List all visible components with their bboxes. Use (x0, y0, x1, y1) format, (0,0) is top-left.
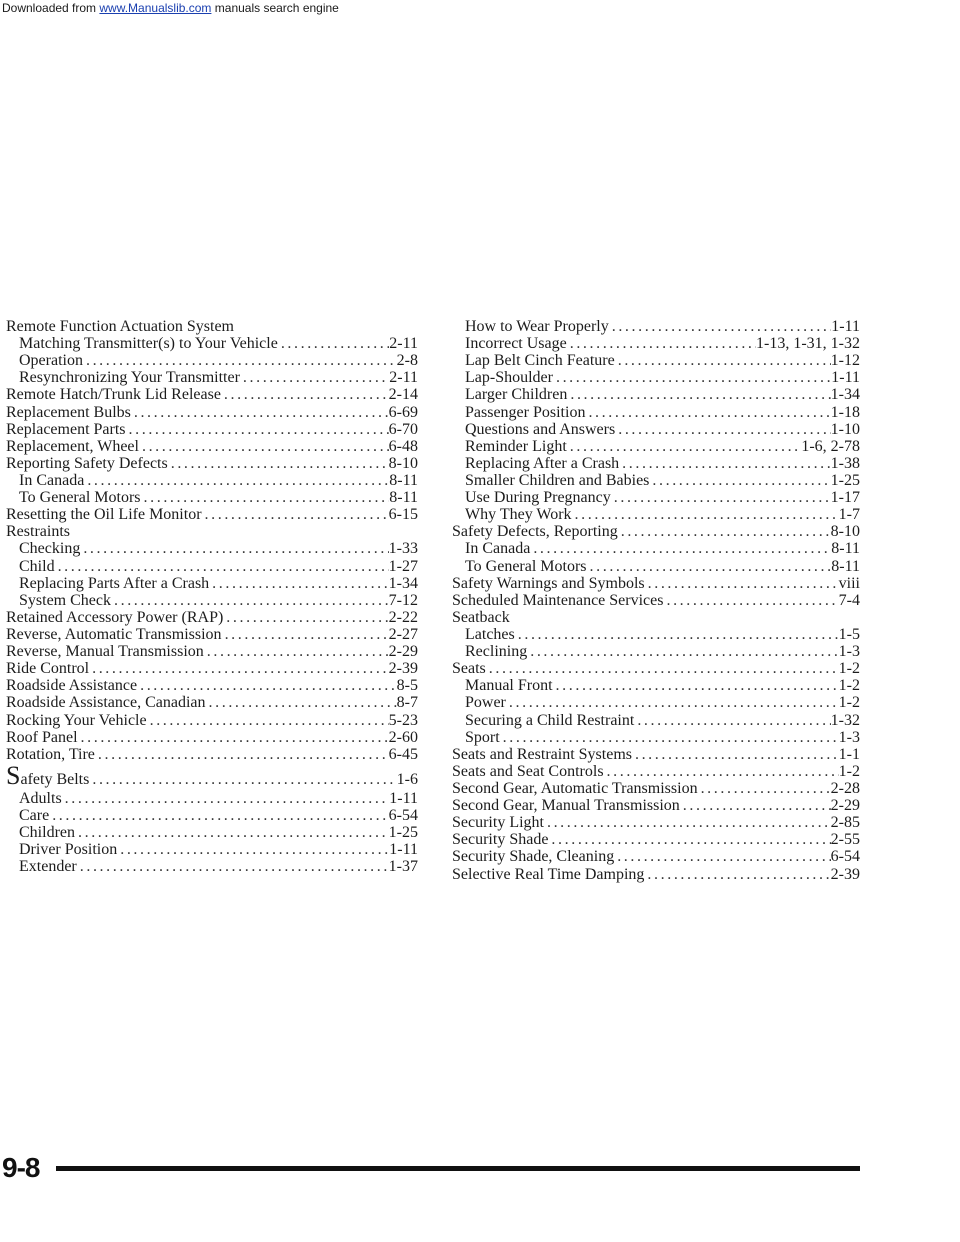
index-entry (452, 592, 860, 609)
page-reference: 8-5 (396, 677, 418, 695)
index-entry (452, 626, 860, 643)
dot-leader (117, 841, 389, 858)
index-term: Replacement Bulbs (6, 403, 131, 421)
page-reference: 2-8 (396, 352, 418, 370)
index-entry (6, 592, 418, 609)
footer-rule (56, 1166, 860, 1171)
index-term: Reporting Safety Defects (6, 454, 168, 472)
index-entry (452, 523, 860, 540)
index-term: Rocking Your Vehicle (6, 711, 147, 729)
page-reference: 8-11 (831, 540, 860, 558)
index-term: Second Gear, Automatic Transmission (452, 779, 698, 797)
index-entry (452, 660, 860, 677)
index-term: Safety Warnings and Symbols (452, 574, 645, 592)
header-prefix: Downloaded from (2, 1, 100, 15)
page-reference: 1-2 (838, 660, 860, 678)
index-entry (452, 729, 860, 746)
page-reference: 1-11 (831, 369, 860, 387)
index-term: Resynchronizing Your Transmitter (19, 369, 240, 387)
index-term: Replacement, Wheel (6, 437, 139, 455)
index-entry (6, 858, 418, 875)
page-reference: 1-12 (830, 352, 860, 370)
index-entry (6, 472, 418, 489)
index-entry (6, 540, 418, 557)
index-entry (452, 643, 860, 660)
dot-leader (515, 626, 839, 643)
dot-leader (95, 746, 389, 763)
dot-leader (611, 489, 831, 506)
page-reference: 1-13, 1-31, 1-32 (756, 335, 860, 353)
index-term: Lap-Shoulder (465, 369, 553, 387)
page-reference: 2-11 (389, 369, 418, 387)
page-reference: 2-11 (389, 335, 418, 353)
page-reference: 8-7 (396, 694, 418, 712)
index-entry (6, 824, 418, 841)
dot-leader (137, 677, 397, 694)
page-reference: 1-2 (838, 694, 860, 712)
index-entry (452, 746, 860, 763)
dot-leader (89, 660, 389, 677)
dot-leader (680, 797, 831, 814)
page-reference: 1-2 (838, 762, 860, 780)
index-term: Reminder Light (465, 437, 567, 455)
index-entry (6, 807, 418, 824)
dot-leader (84, 472, 389, 489)
dot-leader (221, 386, 389, 403)
index-entry (6, 489, 418, 506)
dot-leader (644, 866, 830, 883)
dot-leader (486, 660, 839, 677)
index-entry (6, 746, 418, 763)
page-reference: 7-4 (838, 591, 860, 609)
dot-leader (223, 609, 388, 626)
page-reference: 5-23 (388, 711, 418, 729)
index-term: Remote Hatch/Trunk Lid Release (6, 386, 221, 404)
dot-leader (141, 489, 390, 506)
index-term: Extender (19, 858, 77, 876)
index-entry (6, 694, 418, 711)
index-term: Questions and Answers (465, 420, 616, 438)
index-entry (452, 694, 860, 711)
index-term: Power (465, 694, 506, 712)
page-reference: 1-17 (830, 489, 860, 507)
dot-leader (609, 318, 832, 335)
index-term (6, 760, 90, 790)
dot-leader (632, 746, 839, 763)
index-term: Roadside Assistance, Canadian (6, 694, 206, 712)
index-entry (6, 438, 418, 455)
index-term: How to Wear Properly (465, 318, 609, 335)
manualslib-link[interactable]: www.Manualslib.com (99, 1, 212, 15)
index-term: In Canada (19, 471, 85, 489)
page-reference: 2-55 (830, 831, 860, 849)
dot-leader (604, 763, 839, 780)
dot-leader (131, 404, 389, 421)
index-entry (452, 763, 860, 780)
dot-leader (527, 643, 838, 660)
index-entry (6, 318, 418, 335)
index-term: Smaller Children and Babies (465, 471, 650, 489)
index-term: Children (19, 824, 75, 842)
page-reference: 1-37 (388, 858, 418, 876)
index-term: Checking (19, 540, 81, 558)
index-term: Resetting the Oil Life Monitor (6, 506, 202, 524)
page-reference: 8-10 (388, 454, 418, 472)
page-reference: 8-10 (830, 523, 860, 541)
index-term: Security Shade, Cleaning (452, 848, 615, 866)
index-entry (452, 540, 860, 557)
index-term: Retained Accessory Power (RAP) (6, 608, 224, 626)
index-term: Seats and Restraint Systems (452, 745, 632, 763)
dot-leader (111, 592, 389, 609)
index-entry (6, 506, 418, 523)
index-term: Rotation, Tire (6, 745, 95, 763)
dot-leader (587, 558, 832, 575)
index-entry (452, 489, 860, 506)
dot-leader (147, 712, 389, 729)
download-header (0, 0, 339, 18)
dot-leader (634, 712, 830, 729)
index-entry (452, 866, 860, 883)
page-reference: 2-28 (830, 779, 860, 797)
page-reference: 1-1 (838, 745, 860, 763)
page-reference: 1-3 (838, 643, 860, 661)
page-reference: 1-5 (838, 625, 860, 643)
page-reference: 1-11 (831, 318, 860, 335)
index-entry (452, 831, 860, 848)
index-entry (6, 352, 418, 369)
index-term: Lap Belt Cinch Feature (465, 352, 615, 370)
dot-leader (49, 807, 388, 824)
dot-leader (222, 626, 389, 643)
page-reference: 1-6 (396, 770, 418, 788)
page-reference: 6-48 (388, 437, 418, 455)
page-reference: 1-34 (830, 386, 860, 404)
index-term: Care (19, 806, 50, 824)
index-entry (6, 677, 418, 694)
page-reference: 8-11 (831, 557, 860, 575)
index-term: Use During Pregnancy (465, 489, 611, 507)
index-term: Seats and Seat Controls (452, 762, 604, 780)
page-reference: 2-85 (830, 814, 860, 832)
page-reference: 1-34 (388, 574, 418, 592)
header-suffix: manuals search engine (211, 1, 339, 15)
page-reference: 6-54 (830, 848, 860, 866)
index-term: Seats (452, 660, 486, 678)
index-entry (452, 558, 860, 575)
dot-leader (585, 404, 830, 421)
index-term: Larger Children (465, 386, 568, 404)
index-term: Sport (465, 728, 500, 746)
page-reference: 1-6, 2-78 (801, 437, 860, 455)
index-term: Replacing Parts After a Crash (19, 574, 210, 592)
dot-leader (89, 771, 396, 788)
index-entry (452, 404, 860, 421)
page-reference: 1-10 (830, 420, 860, 438)
index-term: In Canada (465, 540, 531, 558)
index-term: Reverse, Manual Transmission (6, 643, 204, 661)
index-term: Latches (465, 625, 515, 643)
page-reference: 1-11 (389, 841, 418, 859)
index-term: Securing a Child Restraint (465, 711, 635, 729)
dot-leader (645, 575, 839, 592)
index-term: Reclining (465, 643, 528, 661)
index-entry (6, 575, 418, 592)
index-entry (6, 455, 418, 472)
page-reference: 2-22 (388, 608, 418, 626)
page-reference: 2-39 (388, 660, 418, 678)
index-term: Child (19, 557, 55, 575)
index-term: Seatback (452, 608, 510, 626)
dot-leader (506, 694, 839, 711)
dot-leader (663, 592, 838, 609)
index-column-right (452, 318, 860, 883)
index-entry (6, 712, 418, 729)
dot-leader (619, 455, 831, 472)
index-entry (6, 790, 418, 807)
index-term-rest: afety Belts (20, 770, 90, 788)
index-term: Security Shade (452, 831, 549, 849)
index-entry (452, 712, 860, 729)
dot-leader (204, 643, 389, 660)
dot-leader (614, 848, 830, 865)
index-entry (452, 848, 860, 865)
index-entry (452, 609, 860, 626)
index-term: Manual Front (465, 677, 553, 695)
dot-leader (615, 352, 831, 369)
page-reference: 2-60 (388, 728, 418, 746)
index-entry (452, 335, 860, 352)
page-reference: 1-25 (830, 471, 860, 489)
index-entry (6, 369, 418, 386)
dot-leader (572, 506, 839, 523)
page-reference: 2-29 (830, 797, 860, 815)
dot-leader (126, 421, 389, 438)
dot-leader (202, 506, 389, 523)
page-reference: 6-54 (388, 806, 418, 824)
index-term: System Check (19, 591, 111, 609)
index-term: Adults (19, 789, 62, 807)
index-term: Replacement Parts (6, 420, 126, 438)
index-entry (6, 523, 418, 540)
index-entry (452, 575, 860, 592)
index-term: Incorrect Usage (465, 335, 567, 353)
index-entry (452, 814, 860, 831)
page-reference: 6-70 (388, 420, 418, 438)
index-entry (452, 472, 860, 489)
dot-leader (553, 369, 831, 386)
dot-leader (168, 455, 389, 472)
dot-leader (75, 824, 389, 841)
index-entry (6, 643, 418, 660)
page-reference: 1-33 (388, 540, 418, 558)
page-reference: 1-27 (388, 557, 418, 575)
index-entry (6, 609, 418, 626)
index-entry (6, 404, 418, 421)
dot-leader (209, 575, 389, 592)
page-reference: 1-32 (830, 711, 860, 729)
index-entry (6, 760, 418, 790)
index-entry (452, 780, 860, 797)
page-reference: 1-38 (830, 454, 860, 472)
dot-leader (240, 369, 389, 386)
dot-leader (567, 335, 756, 352)
dot-leader (567, 438, 802, 455)
dot-leader (618, 523, 831, 540)
index-term: Roadside Assistance (6, 677, 138, 695)
index-entry (6, 626, 418, 643)
page-reference: 1-18 (830, 403, 860, 421)
index-entry (6, 558, 418, 575)
index-entry (452, 797, 860, 814)
dot-leader (530, 540, 831, 557)
index-entry (452, 506, 860, 523)
index-term: Security Light (452, 814, 544, 832)
page-reference: 2-14 (388, 386, 418, 404)
dot-leader (278, 335, 389, 352)
page-reference: 6-69 (388, 403, 418, 421)
dot-leader (553, 677, 839, 694)
index-entry (6, 729, 418, 746)
index-term: To General Motors (19, 489, 141, 507)
page-reference: 6-15 (388, 506, 418, 524)
dot-leader (548, 831, 830, 848)
index-entry (452, 352, 860, 369)
page-reference: 1-11 (389, 789, 418, 807)
page-reference: viii (838, 574, 860, 592)
index-term: Matching Transmitter(s) to Your Vehicle (19, 335, 278, 353)
index-entry (6, 660, 418, 677)
dot-leader (206, 694, 397, 711)
index-term: Remote Function Actuation System (6, 318, 234, 335)
index-entry (452, 386, 860, 403)
index-column-left (6, 318, 418, 875)
dot-leader (615, 421, 830, 438)
page-reference: 7-12 (388, 591, 418, 609)
dot-leader (500, 729, 839, 746)
page-reference: 6-45 (388, 745, 418, 763)
dot-leader (698, 780, 831, 797)
index-term: Second Gear, Manual Transmission (452, 797, 680, 815)
page-reference: 1-7 (838, 506, 860, 524)
index-entry (452, 677, 860, 694)
index-entry (452, 369, 860, 386)
index-term: Replacing After a Crash (465, 454, 620, 472)
section-letter: S (6, 760, 21, 790)
index-entry (452, 455, 860, 472)
page-reference: 8-11 (389, 471, 418, 489)
dot-leader (544, 814, 831, 831)
page-reference: 1-25 (388, 824, 418, 842)
page-number: 9-8 (2, 1152, 40, 1183)
index-entry (452, 421, 860, 438)
page-reference: 8-11 (389, 489, 418, 507)
index-entry (6, 335, 418, 352)
dot-leader (55, 558, 389, 575)
index-term: Safety Defects, Reporting (452, 523, 618, 541)
index-entry (452, 438, 860, 455)
index-term: To General Motors (465, 557, 587, 575)
dot-leader (62, 790, 390, 807)
index-term: Roof Panel (6, 728, 78, 746)
index-term: Reverse, Automatic Transmission (6, 625, 222, 643)
index-term: Passenger Position (465, 403, 586, 421)
dot-leader (80, 540, 388, 557)
page-reference: 2-27 (388, 625, 418, 643)
page-reference: 1-2 (838, 677, 860, 695)
dot-leader (78, 729, 389, 746)
page-reference: 1-3 (838, 728, 860, 746)
page-reference: 2-39 (830, 865, 860, 883)
dot-leader (77, 858, 389, 875)
dot-leader (83, 352, 397, 369)
index-term: Ride Control (6, 660, 90, 678)
index-term: Selective Real Time Damping (452, 865, 645, 883)
index-term: Why They Work (465, 506, 572, 524)
page-reference: 2-29 (388, 643, 418, 661)
index-entry (452, 318, 860, 335)
index-entry (6, 841, 418, 858)
dot-leader (567, 386, 830, 403)
dot-leader (649, 472, 830, 489)
index-term: Scheduled Maintenance Services (452, 591, 664, 609)
index-term: Operation (19, 352, 83, 370)
index-entry (6, 421, 418, 438)
index-term: Driver Position (19, 841, 118, 859)
dot-leader (139, 438, 389, 455)
index-entry (6, 386, 418, 403)
index-term: Restraints (6, 523, 70, 541)
